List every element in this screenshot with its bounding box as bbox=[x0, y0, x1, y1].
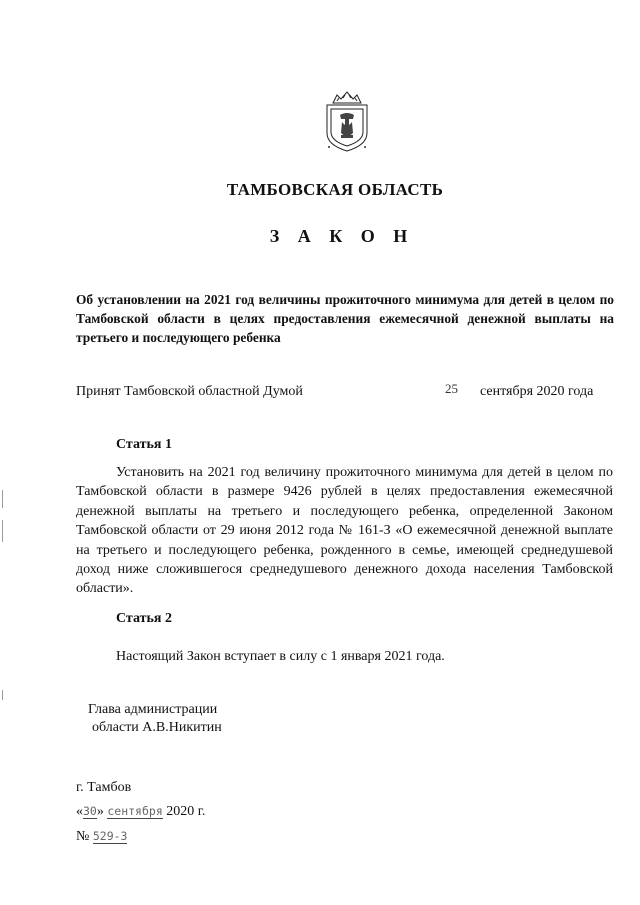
law-title: Об установлении на 2021 год величины прожиточного минимума для детей в целом по Тамбовской области в целях предоставления ежемесячной денежной выплаты на третьего и последующего ребенка bbox=[76, 292, 614, 345]
article-1-text: Установить на 2021 год величину прожиточного минимума для детей в целом по Тамбовской области в размере 9426 рублей в целях предоставления ежемесячной денежной выплаты на третьего и последующего ребенка, определенной Законом Тамбовской области от 29 июня 2012 года № 161-З «О ежемесячной денежной выплате на третьего и последующего ребенка, рожденного в семье, имеющей среднедушевой доход ниже сложившегося среднедушевого денежного дохода населения Тамбовской области». bbox=[76, 465, 613, 597]
date-day: 30 bbox=[83, 804, 97, 818]
number-value: 529-З bbox=[92, 829, 128, 843]
date-month: сентября bbox=[107, 804, 163, 818]
scan-artifact bbox=[2, 490, 3, 508]
article-1-heading: Статья 1 bbox=[116, 437, 172, 452]
date-year: 2020 г. bbox=[166, 804, 206, 819]
law-number bbox=[76, 829, 127, 845]
signing-date bbox=[76, 804, 205, 820]
adoption-day: 25 bbox=[445, 381, 458, 396]
scan-artifact bbox=[2, 520, 3, 542]
adopted-by: Принят Тамбовской областной Думой bbox=[76, 384, 303, 399]
signatory-block bbox=[88, 701, 222, 737]
scan-artifact bbox=[2, 690, 3, 700]
signatory-position: Глава администрации bbox=[88, 702, 218, 717]
article-2-heading: Статья 2 bbox=[116, 611, 172, 626]
number-sign: № bbox=[76, 829, 90, 844]
signatory-name: области А.В.Никитин bbox=[92, 720, 222, 735]
signing-city: г. Тамбов bbox=[76, 780, 132, 795]
article-2-text: Настоящий Закон вступает в силу с 1 января 2021 года. bbox=[116, 649, 445, 664]
date-close-quote: » bbox=[96, 804, 104, 819]
adoption-date: сентября 2020 года bbox=[480, 384, 594, 399]
region-title: ТАМБОВСКАЯ ОБЛАСТЬ bbox=[226, 180, 444, 199]
document-type: З А К О Н bbox=[269, 226, 415, 246]
date-open-quote: « bbox=[76, 804, 83, 819]
coat-of-arms-icon bbox=[319, 89, 375, 153]
